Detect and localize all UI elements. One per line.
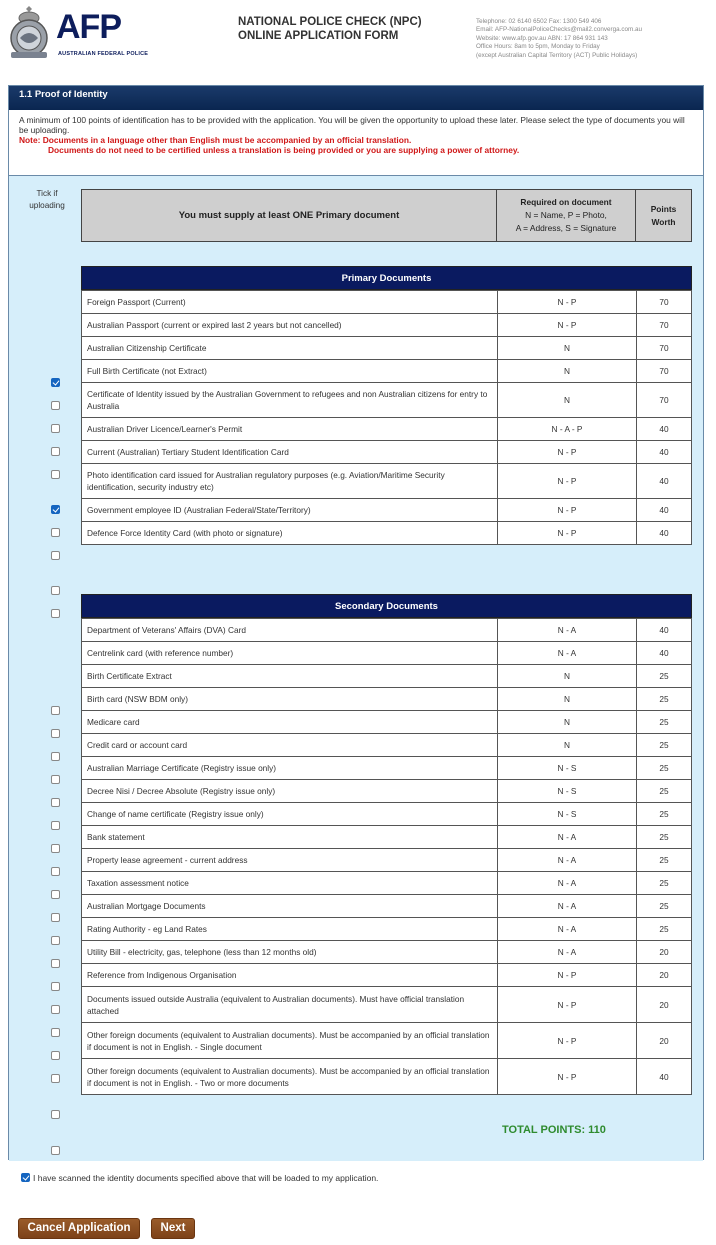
- contact-website: Website: www.afp.gov.au ABN: 17 864 931 143: [476, 34, 608, 42]
- secondary-documents-table: [81, 618, 692, 1095]
- uploading-checkbox[interactable]: [51, 913, 60, 922]
- afp-wordmark: AFP: [56, 8, 121, 46]
- points-worth: 25: [637, 895, 692, 918]
- table-row: [82, 1059, 692, 1095]
- required-on-document: N - A: [498, 895, 637, 918]
- form-title: [238, 15, 422, 43]
- required-on-document: N - P: [498, 987, 637, 1023]
- points-worth: 25: [637, 803, 692, 826]
- header-required-line1: N = Name, P = Photo,: [525, 210, 607, 220]
- required-on-document: N - A - P: [498, 418, 637, 441]
- police-crest-icon: [6, 4, 52, 60]
- document-name: Change of name certificate (Registry issue only): [82, 803, 498, 826]
- secondary-documents-section: [81, 594, 692, 1095]
- header-required: [496, 189, 636, 242]
- points-worth: 70: [637, 360, 692, 383]
- table-row: [82, 826, 692, 849]
- uploading-checkbox[interactable]: [51, 470, 60, 479]
- points-worth: 25: [637, 688, 692, 711]
- header-required-line2: A = Address, S = Signature: [515, 223, 617, 233]
- points-worth: 70: [637, 314, 692, 337]
- required-on-document: N - P: [498, 1023, 637, 1059]
- document-name: Government employee ID (Australian Federal/State/Territory): [82, 499, 498, 522]
- table-row: [82, 291, 692, 314]
- uploading-checkbox[interactable]: [51, 1074, 60, 1083]
- required-on-document: N: [498, 688, 637, 711]
- document-name: Taxation assessment notice: [82, 872, 498, 895]
- primary-documents-section: [81, 266, 692, 545]
- uploading-checkbox[interactable]: [51, 706, 60, 715]
- points-worth: 40: [637, 642, 692, 665]
- points-worth: 25: [637, 849, 692, 872]
- afp-subtitle: AUSTRALIAN FEDERAL POLICE: [58, 51, 149, 57]
- required-on-document: N - A: [498, 642, 637, 665]
- document-name: Rating Authority - eg Land Rates: [82, 918, 498, 941]
- table-row: [82, 757, 692, 780]
- points-worth: 25: [637, 711, 692, 734]
- section-title: 1.1 Proof of Identity: [9, 86, 703, 110]
- points-worth: 40: [637, 499, 692, 522]
- points-worth: 25: [637, 665, 692, 688]
- points-worth: 25: [637, 780, 692, 803]
- table-row: [82, 383, 692, 418]
- required-on-document: N - P: [498, 964, 637, 987]
- points-worth: 25: [637, 872, 692, 895]
- uploading-checkbox[interactable]: [51, 378, 60, 387]
- table-row: [82, 688, 692, 711]
- table-row: [82, 987, 692, 1023]
- points-worth: 70: [637, 337, 692, 360]
- required-on-document: N - P: [498, 522, 637, 545]
- document-name: Medicare card: [82, 711, 498, 734]
- tick-label-line1: Tick if: [36, 189, 58, 198]
- uploading-checkbox[interactable]: [51, 798, 60, 807]
- points-worth: 20: [637, 941, 692, 964]
- table-row: [82, 619, 692, 642]
- required-on-document: N: [498, 360, 637, 383]
- points-worth: 40: [637, 619, 692, 642]
- document-name: Property lease agreement - current address: [82, 849, 498, 872]
- uploading-checkbox[interactable]: [51, 959, 60, 968]
- note-line2: Documents do not need to be certified unless a translation is being provided or you are supplying a power of attorney.: [48, 145, 520, 155]
- required-on-document: N - A: [498, 826, 637, 849]
- tick-column-label: [19, 188, 75, 212]
- required-on-document: N - P: [498, 291, 637, 314]
- table-row: [82, 918, 692, 941]
- table-row: [82, 1023, 692, 1059]
- document-name: Other foreign documents (equivalent to Australian documents). Must be accompanied by an official translation if document is not in English. - Single document: [82, 1023, 498, 1059]
- required-on-document: N - P: [498, 499, 637, 522]
- uploading-checkbox[interactable]: [51, 505, 60, 514]
- required-on-document: N - A: [498, 941, 637, 964]
- uploading-checkbox[interactable]: [51, 775, 60, 784]
- uploading-checkbox[interactable]: [51, 528, 60, 537]
- table-row: [82, 314, 692, 337]
- points-worth: 40: [637, 418, 692, 441]
- required-on-document: N: [498, 711, 637, 734]
- table-row: [82, 941, 692, 964]
- uploading-checkbox[interactable]: [51, 936, 60, 945]
- documents-area: [9, 175, 703, 1161]
- uploading-checkbox[interactable]: [51, 1005, 60, 1014]
- document-name: Current (Australian) Tertiary Student Identification Card: [82, 441, 498, 464]
- required-on-document: N - P: [498, 314, 637, 337]
- table-row: [82, 872, 692, 895]
- table-row: [82, 895, 692, 918]
- intro-paragraph: A minimum of 100 points of identification has to be provided with the application. You will be given the opportunity to upload these later. Please select the type of documents you will be uploading.: [19, 115, 685, 135]
- total-points: TOTAL POINTS: 110: [502, 1124, 606, 1136]
- document-name: Decree Nisi / Decree Absolute (Registry issue only): [82, 780, 498, 803]
- uploading-checkbox[interactable]: [51, 844, 60, 853]
- required-on-document: N - A: [498, 872, 637, 895]
- uploading-checkbox[interactable]: [51, 729, 60, 738]
- table-row: [82, 711, 692, 734]
- points-worth: 70: [637, 383, 692, 418]
- points-worth: 20: [637, 964, 692, 987]
- uploading-checkbox[interactable]: [51, 447, 60, 456]
- proof-of-identity-panel: [8, 85, 704, 1183]
- cancel-application-button[interactable]: Cancel Application: [18, 1218, 140, 1239]
- required-on-document: N: [498, 383, 637, 418]
- document-name: Birth card (NSW BDM only): [82, 688, 498, 711]
- document-name: Credit card or account card: [82, 734, 498, 757]
- required-on-document: N - A: [498, 918, 637, 941]
- contact-hours: Office Hours: 8am to 5pm, Monday to Friday: [476, 43, 600, 51]
- note-label: Note:: [19, 135, 41, 145]
- required-on-document: N: [498, 665, 637, 688]
- table-row: [82, 642, 692, 665]
- required-on-document: N - P: [498, 1059, 637, 1095]
- required-on-document: N - P: [498, 464, 637, 499]
- required-on-document: N - S: [498, 803, 637, 826]
- required-on-document: N: [498, 734, 637, 757]
- secondary-documents-title: Secondary Documents: [81, 594, 692, 618]
- document-name: Australian Citizenship Certificate: [82, 337, 498, 360]
- points-worth: 70: [637, 291, 692, 314]
- uploading-checkbox[interactable]: [51, 982, 60, 991]
- table-row: [82, 734, 692, 757]
- table-row: [82, 964, 692, 987]
- table-row: [82, 803, 692, 826]
- required-on-document: N: [498, 337, 637, 360]
- points-worth: 40: [637, 464, 692, 499]
- table-row: [82, 780, 692, 803]
- uploading-checkbox[interactable]: [51, 752, 60, 761]
- document-name: Certificate of Identity issued by the Australian Government to refugees and non Australian citizens for entry to Australia: [82, 383, 498, 418]
- uploading-checkbox[interactable]: [51, 1028, 60, 1037]
- uploading-checkbox[interactable]: [51, 867, 60, 876]
- points-worth: 25: [637, 734, 692, 757]
- document-name: Australian Marriage Certificate (Registry issue only): [82, 757, 498, 780]
- confirm-checkbox[interactable]: [21, 1173, 30, 1182]
- uploading-checkbox[interactable]: [51, 424, 60, 433]
- afp-logo: [6, 4, 149, 64]
- contact-phone: Telephone: 02 6140 6502 Fax: 1300 549 406: [476, 18, 602, 25]
- header-points-line2: Worth: [651, 216, 676, 227]
- intro-text: [9, 110, 703, 170]
- page-header: [0, 0, 716, 70]
- points-worth: 25: [637, 826, 692, 849]
- document-name: Department of Veterans' Affairs (DVA) Card: [82, 619, 498, 642]
- points-worth: 40: [637, 441, 692, 464]
- confirm-row: [21, 1172, 378, 1183]
- next-button[interactable]: Next: [151, 1218, 195, 1239]
- required-on-document: N - P: [498, 441, 637, 464]
- document-name: Australian Mortgage Documents: [82, 895, 498, 918]
- points-worth: 40: [637, 522, 692, 545]
- confirm-label: I have scanned the identity documents specified above that will be loaded to my application.: [33, 1173, 379, 1183]
- document-name: Defence Force Identity Card (with photo or signature): [82, 522, 498, 545]
- form-title-line1: NATIONAL POLICE CHECK (NPC): [238, 16, 422, 28]
- header-points-line1: Points: [650, 203, 677, 214]
- table-row: [82, 441, 692, 464]
- table-row: [82, 499, 692, 522]
- uploading-checkbox[interactable]: [51, 551, 60, 560]
- document-name: Australian Passport (current or expired last 2 years but not cancelled): [82, 314, 498, 337]
- header-instruction: You must supply at least ONE Primary document: [81, 189, 497, 242]
- table-row: [82, 665, 692, 688]
- document-name: Centrelink card (with reference number): [82, 642, 498, 665]
- required-on-document: N - A: [498, 619, 637, 642]
- document-name: Photo identification card issued for Australian regulatory purposes (e.g. Aviation/Maritime Security identification, security industry etc): [82, 464, 498, 499]
- table-row: [82, 522, 692, 545]
- documents-table-header: [81, 189, 692, 242]
- points-worth: 25: [637, 918, 692, 941]
- required-on-document: N - A: [498, 849, 637, 872]
- document-name: Foreign Passport (Current): [82, 291, 498, 314]
- tick-label-line2: uploading: [29, 201, 65, 210]
- document-name: Bank statement: [82, 826, 498, 849]
- points-worth: 20: [637, 1023, 692, 1059]
- uploading-checkbox[interactable]: [51, 1110, 60, 1119]
- primary-documents-table: [81, 290, 692, 545]
- document-name: Full Birth Certificate (not Extract): [82, 360, 498, 383]
- document-name: Utility Bill - electricity, gas, telephone (less than 12 months old): [82, 941, 498, 964]
- document-name: Australian Driver Licence/Learner's Permit: [82, 418, 498, 441]
- document-name: Reference from Indigenous Organisation: [82, 964, 498, 987]
- uploading-checkbox[interactable]: [51, 1146, 60, 1155]
- table-row: [82, 849, 692, 872]
- table-row: [82, 418, 692, 441]
- header-required-title: Required on document: [520, 197, 612, 207]
- contact-holidays: (except Australian Capital Territory (ACT) Public Holidays): [476, 51, 638, 59]
- table-row: [82, 337, 692, 360]
- required-on-document: N - S: [498, 780, 637, 803]
- note-line1: Documents in a language other than English must be accompanied by an official translation.: [42, 135, 412, 145]
- points-worth: 20: [637, 987, 692, 1023]
- points-worth: 25: [637, 757, 692, 780]
- uploading-checkbox[interactable]: [51, 586, 60, 595]
- form-title-line2: ONLINE APPLICATION FORM: [238, 30, 399, 42]
- uploading-checkbox[interactable]: [51, 821, 60, 830]
- primary-documents-title: Primary Documents: [81, 266, 692, 290]
- uploading-checkbox[interactable]: [51, 890, 60, 899]
- table-row: [82, 360, 692, 383]
- contact-info: [476, 18, 642, 60]
- document-name: Other foreign documents (equivalent to Australian documents). Must be accompanied by an official translation if document is not in English. - Two or more documents: [82, 1059, 498, 1095]
- document-name: Documents issued outside Australia (equivalent to Australian documents). Must have official translation attached: [82, 987, 498, 1023]
- header-points: [635, 189, 692, 242]
- uploading-checkbox[interactable]: [51, 401, 60, 410]
- uploading-checkbox[interactable]: [51, 609, 60, 618]
- contact-email: Email: AFP-NationalPoliceChecks@mail2.converga.com.au: [476, 26, 642, 34]
- required-on-document: N - S: [498, 757, 637, 780]
- table-row: [82, 464, 692, 499]
- points-worth: 40: [637, 1059, 692, 1095]
- document-name: Birth Certificate Extract: [82, 665, 498, 688]
- uploading-checkbox[interactable]: [51, 1051, 60, 1060]
